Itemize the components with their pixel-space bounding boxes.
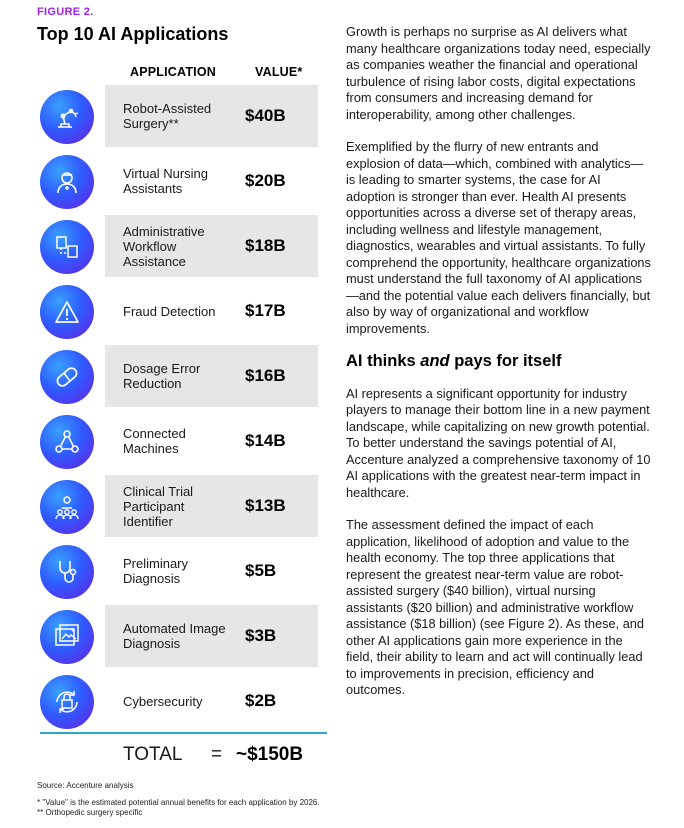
row-cell	[105, 605, 318, 667]
application-value: $5B	[245, 561, 277, 580]
article-paragraph-1: Growth is perhaps no surprise as AI delivers what many healthcare organizations today need, especially as companies weather the financial and operational turbulence of rising labor costs, digital expectations from consumers and increasing demand for interoperability, among other challenges.	[346, 24, 651, 122]
table-row	[37, 280, 327, 342]
article-paragraph-3: AI represents a significant opportunity for industry players to manage their bottom line in a new payment landscape, while capitalizing on new growth potential. To better understand the savings potential of AI, Accenture analyzed a comprehensive taxonomy of 10 AI applications with the greatest near-term impact in healthcare.	[346, 385, 651, 500]
application-name: Virtual Nursing Assistants	[123, 166, 209, 196]
article-paragraph-2: Exemplified by the flurry of new entrants and explosion of data—which, combined with analytics—is leading to smarter systems, the case for AI adoption is stronger than ever. Health AI presents opportunities across a diverse set of therapy areas, including wellness and lifestyle management, diagnostics, wearables and virtual assistants. To fully comprehend the opportunity, healthcare organizations must understand the full taxonomy of AI applications—and the potential value each delivers financially, but also by way of organizational and workflow improvements.	[346, 139, 651, 336]
total-equals: =	[211, 744, 223, 765]
article-subheading: AI thinks and pays for itself	[346, 352, 562, 370]
application-name: Fraud Detection	[123, 303, 216, 319]
table-row	[37, 410, 327, 472]
table-row	[37, 85, 327, 147]
row-cell	[105, 345, 318, 407]
article-paragraph-4: The assessment defined the impact of each application, likelihood of adoption and value to the health economy. The top three applications that represent the greatest near-term value are robot-assisted surgery ($40 billion), virtual nursing assistants ($20 billion) and administrative workflow assistance ($18 billion) (see Figure 2). As these, and other AI applications gain more experience in the field, their ability to learn and act will continually lead to improvements in precision, efficiency and outcomes.	[346, 517, 645, 697]
application-name: Clinical Trial Participant Identifier	[123, 483, 194, 529]
article-body	[346, 24, 651, 715]
footnote-surgery: ** Orthopedic surgery specific	[37, 808, 143, 817]
footnote-value: * "Value" is the estimated potential annual benefits for each application by 2026.	[37, 798, 320, 807]
application-name: Cybersecurity	[123, 693, 203, 709]
figure-title: Top 10 AI Applications	[37, 24, 229, 44]
application-name: Administrative Workflow Assistance	[123, 223, 205, 269]
application-value: $40B	[245, 106, 286, 125]
application-value: $13B	[245, 496, 286, 515]
application-name: Dosage Error Reduction	[123, 361, 201, 391]
table-row	[37, 540, 327, 602]
figure-label: FIGURE 2.	[37, 6, 94, 18]
total-value: ~$150B	[236, 744, 304, 765]
application-name: Preliminary Diagnosis	[123, 556, 189, 586]
nurse-icon	[40, 155, 94, 209]
warning-triangle-icon	[40, 285, 94, 339]
table-row	[37, 475, 327, 537]
robot-arm-icon	[40, 90, 94, 144]
application-value: $18B	[245, 236, 286, 255]
row-cell	[105, 150, 318, 212]
row-cell	[105, 475, 318, 537]
source-note: Source: Accenture analysis	[37, 781, 134, 790]
application-name: Automated Image Diagnosis	[123, 621, 226, 651]
application-value: $16B	[245, 366, 286, 385]
row-cell	[105, 215, 318, 277]
column-header-application: APPLICATION	[130, 65, 216, 79]
lock-cycle-icon	[40, 675, 94, 729]
column-header-value: VALUE*	[255, 65, 303, 79]
stethoscope-icon	[40, 545, 94, 599]
table-row	[37, 670, 327, 732]
application-name: Robot-Assisted Surgery**	[123, 101, 212, 131]
application-value: $20B	[245, 171, 286, 190]
table-row	[37, 605, 327, 667]
workflow-documents-icon	[40, 220, 94, 274]
row-cell	[105, 85, 318, 147]
total-label: TOTAL	[123, 744, 183, 765]
application-value: $17B	[245, 301, 286, 320]
row-cell	[105, 280, 318, 342]
table-row	[37, 345, 327, 407]
application-value: $14B	[245, 431, 286, 450]
total-divider	[40, 732, 327, 734]
image-gallery-icon	[40, 610, 94, 664]
network-nodes-icon	[40, 415, 94, 469]
row-cell	[105, 410, 318, 472]
application-name: Connected Machines	[123, 426, 186, 456]
pill-icon	[40, 350, 94, 404]
table-row	[37, 215, 327, 277]
row-cell	[105, 540, 318, 602]
table-row	[37, 150, 327, 212]
people-group-icon	[40, 480, 94, 534]
row-cell	[105, 670, 318, 732]
application-value: $3B	[245, 626, 277, 645]
application-value: $2B	[245, 691, 277, 710]
